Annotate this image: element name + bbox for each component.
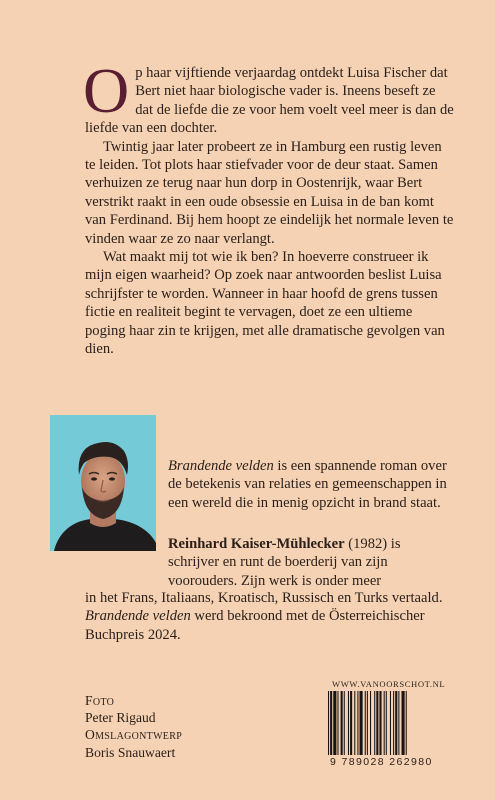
barcode-bar xyxy=(370,691,371,755)
blurb-paragraph-1: Op haar vijftiende verjaardag ontdekt Luisa Fischer dat Bert niet haar biologische vader is. Ineens beseft ze dat de liefde die ze voor hem voelt veel meer is dan de liefde van een dochter. xyxy=(83,55,454,137)
barcode-bars xyxy=(326,691,444,755)
barcode-bar xyxy=(379,691,381,755)
barcode-bar xyxy=(374,691,375,755)
barcode-bar xyxy=(386,691,387,755)
isbn-number: 9 789028 262980 xyxy=(330,756,433,768)
blurb-paragraph-2: Twintig jaar later probeert ze in Hamburg een rustig leven te leiden. Tot plots haar stiefvader voor de deur staat. Samen verhuizen ze terug naar hun dorp in Oostenrijk, waar Bert verstrikt raakt in een oude obsessie en Luisa in de ban komt van Ferdinand. Bij hem hoopt ze eindelijk het normale leven te vinden waar ze zo naar verlangt. xyxy=(85,138,454,247)
blurb-paragraph-4: Brandende velden is een spannende roman over de betekenis van relaties en gemeenschappen in een wereld die in menig opzicht in brand staat. xyxy=(168,458,447,511)
barcode-bar xyxy=(354,691,355,755)
blurb-paragraph-3: Wat maakt mij tot wie ik ben? In hoeverre construeer ik mijn eigen waarheid? Op zoek naar antwoorden beslist Luisa schrijfster te worden. Wanneer in haar hoofd de grens tussen fictie en realiteit begint te vervagen, doet ze een ultieme poging haar zin te krijgen, met alle dramatische gevolgen van dien. xyxy=(85,249,445,358)
barcode-bar xyxy=(398,691,399,755)
barcode-bar xyxy=(406,691,407,755)
cover-design-name: Boris Snauwaert xyxy=(85,744,176,760)
barcode-block xyxy=(326,679,446,779)
photo-credit-label: Foto xyxy=(85,693,115,708)
barcode-bar xyxy=(348,691,349,755)
barcode-bar xyxy=(341,691,343,755)
author-bio-rest: in het Frans, Italiaans, Kroatisch, Russisch en Turks vertaald. Brandende velden werd bekroond met de Österreichischer Buchpreis 2024. xyxy=(85,590,443,643)
blurb-text xyxy=(83,55,455,359)
barcode-bar xyxy=(357,691,358,755)
barcode-bar xyxy=(350,691,352,755)
barcode-bar xyxy=(360,691,363,755)
barcode-bar xyxy=(344,691,345,755)
barcode-bar xyxy=(395,691,397,755)
barcode-bar xyxy=(367,691,368,755)
author-photo xyxy=(50,415,156,551)
barcode-bar xyxy=(402,691,405,755)
author-name: Reinhard Kaiser-Mühlecker xyxy=(168,536,345,552)
barcode-bar xyxy=(393,691,394,755)
credits xyxy=(85,692,285,761)
book-title-italic-2: Brandende velden xyxy=(85,608,191,625)
book-title-italic: Brandende velden xyxy=(168,458,274,474)
cover-design-label: Omslagontwerp xyxy=(85,727,183,743)
barcode-bar xyxy=(330,691,332,755)
barcode-bar xyxy=(376,691,378,755)
barcode-bar xyxy=(384,691,385,755)
barcode-bar xyxy=(365,691,366,755)
photo-credit-name: Peter Rigaud xyxy=(85,710,156,726)
barcode-bar xyxy=(333,691,336,755)
barcode-bar xyxy=(337,691,338,755)
barcode-bar xyxy=(390,691,391,755)
publisher-url: WWW.VANOORSCHOT.NL xyxy=(332,679,446,689)
barcode-bar xyxy=(328,691,329,755)
drop-cap: O xyxy=(83,55,130,126)
author-portrait-image xyxy=(50,415,156,551)
author-bio-top: Reinhard Kaiser-Mühlecker (1982) is schrijver en runt de boerderij van zijn voorouders. Zijn werk is onder meer xyxy=(168,536,401,589)
